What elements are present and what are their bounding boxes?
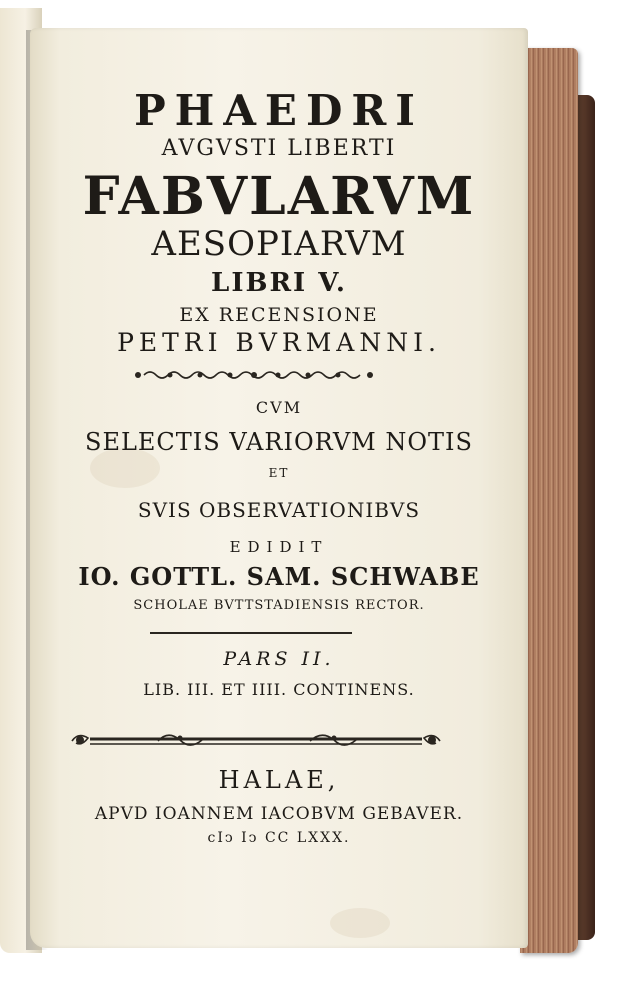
imprint-place: HALAE, — [218, 766, 340, 794]
page-edges — [520, 48, 578, 953]
edidit-line: EDIDIT — [229, 538, 329, 556]
floral-ornament-icon — [130, 366, 378, 384]
title-page — [30, 28, 528, 948]
books-count: LIBRI V. — [211, 268, 347, 298]
observations-line: SVIS OBSERVATIONIBVS — [137, 498, 421, 522]
part-contents: LIB. III. ET IIII. CONTINENS. — [143, 680, 415, 699]
editor-schwabe: IO. GOTTL. SAM. SCHWABE — [78, 562, 480, 591]
imprint-publisher: APVD IOANNEM IACOBVM GEBAVER. — [94, 804, 464, 824]
editor-burmann: PETRI BVRMANNI. — [117, 328, 441, 357]
divider-rule — [150, 632, 352, 634]
work-title: FABVLARVM — [82, 166, 476, 227]
notes-line: SELECTIS VARIORVM NOTIS — [85, 428, 473, 456]
et-line: ET — [268, 466, 290, 480]
imprint-year: cIↄ Iↄ CC LXXX. — [207, 830, 351, 846]
foxing-stain — [330, 908, 390, 938]
editor-role: SCHOLAE BVTTSTADIENSIS RECTOR. — [133, 598, 425, 613]
author-name: PHAEDRI — [134, 86, 424, 135]
scroll-ornament-icon — [68, 728, 444, 754]
cum-line: CVM — [255, 398, 303, 417]
recension-line: EX RECENSIONE — [179, 304, 379, 326]
work-title-2: AESOPIARVM — [151, 224, 407, 264]
part-number: PARS II. — [223, 648, 335, 670]
author-epithet: AVGVSTI LIBERTI — [161, 136, 397, 161]
